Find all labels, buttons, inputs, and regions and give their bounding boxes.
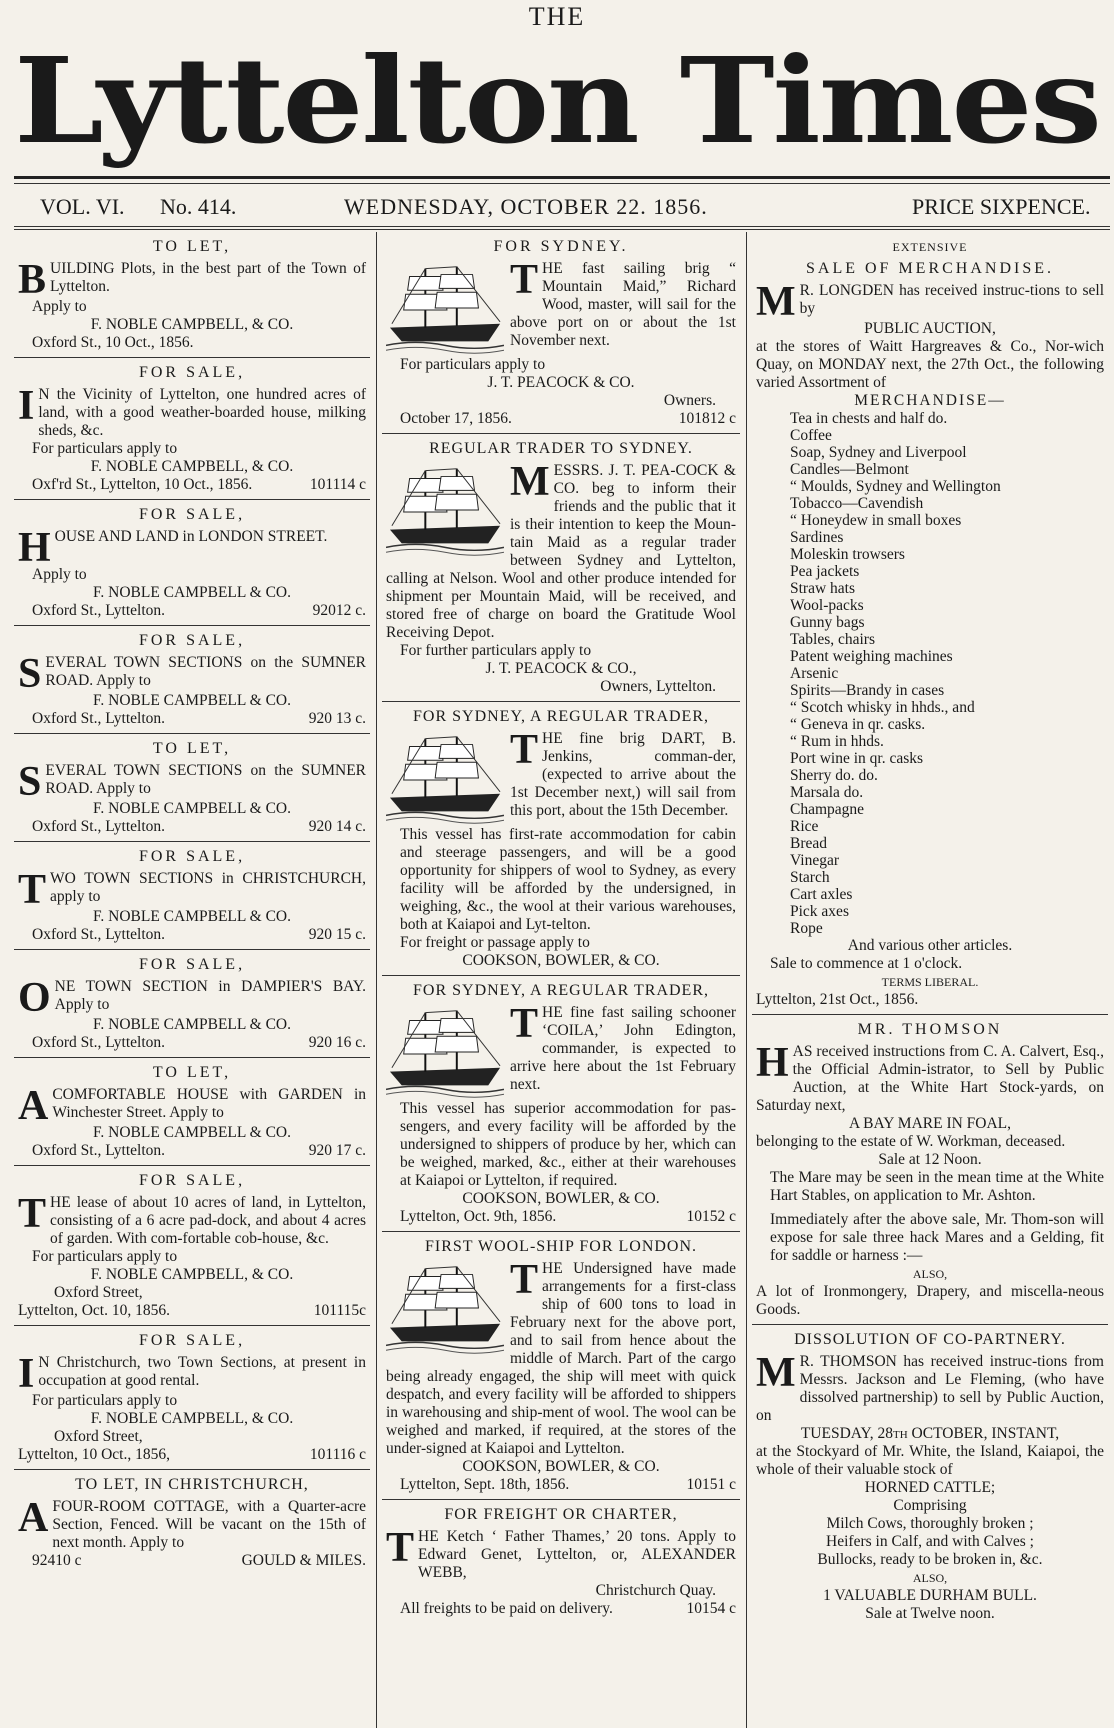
ad-footer-2: Lyttelton, 10 Oct., 1856, xyxy=(18,1446,170,1463)
drop-cap: M xyxy=(756,279,796,325)
ad-item: Heifers in Calf, and with Calves ; xyxy=(826,1533,1034,1550)
ad-text xyxy=(18,1495,366,1552)
ad-body: HE lease of about 10 acres of land, in Lyttelton, consisting of a 6 acre pad-dock, and about 4 acres of garden. With com-fortable cob-house, &c. xyxy=(50,1194,366,1247)
ad-time: Sale at Twelve noon. xyxy=(865,1605,995,1622)
ship-engraving-icon xyxy=(386,464,504,556)
ad-footer: Lyttelton, Sept. 18th, 1856. xyxy=(400,1476,570,1493)
drop-cap: T xyxy=(18,867,47,913)
drop-cap: M xyxy=(510,459,550,505)
ad-ref: GOULD & MILES. xyxy=(241,1552,366,1569)
merchandise-item: Tobacco—Cavendish xyxy=(790,495,924,512)
ship-engraving-icon xyxy=(386,732,504,824)
ad-apply: For freight or passage apply to xyxy=(400,934,590,951)
ad-agent-2: Owners. xyxy=(663,392,716,409)
ad-agent: J. T. PEACOCK & CO. xyxy=(487,374,635,391)
ad-footer: Oxford Street, xyxy=(54,1428,143,1445)
ad-apply: Apply to xyxy=(32,566,87,583)
ad-agent: F. NOBLE CAMPBELL & CO. xyxy=(93,1016,291,1033)
drop-cap: H xyxy=(18,525,51,571)
ad-agent: F. NOBLE CAMPBELL, & CO. xyxy=(90,458,294,475)
ad-ref: 920 13 c. xyxy=(308,710,366,727)
ad-heading: TO LET, xyxy=(152,238,232,255)
drop-cap: S xyxy=(18,759,42,805)
ad-body: HE fast sailing brig “ Mountain Maid,” Richard Wood, master, will sail for the above port on or about the 1st November next. xyxy=(510,260,736,349)
ad-heading: FIRST WOOL-SHIP FOR LONDON. xyxy=(424,1238,698,1255)
ad-subheading: MERCHANDISE— xyxy=(854,392,1006,409)
merchandise-item: “ Rum in hhds. xyxy=(790,733,884,750)
ad-text xyxy=(18,1191,366,1248)
ad-footer: Oxford St., Lyttelton. xyxy=(32,818,166,835)
drop-cap: T xyxy=(18,1191,47,1237)
price: PRICE SIXPENCE. xyxy=(912,194,1091,219)
ad-column1 xyxy=(14,358,370,500)
merchandise-item: Cart axles xyxy=(790,886,853,903)
merchandise-item: Rope xyxy=(790,920,823,937)
merchandise-item: Marsala do. xyxy=(790,784,864,801)
ad-apply: For further particulars apply to xyxy=(400,642,592,659)
issue-date: WEDNESDAY, OCTOBER 22. 1856. xyxy=(344,194,708,219)
ad-text xyxy=(18,525,366,571)
merchandise-item: Sardines xyxy=(790,529,844,546)
ad-agent-2: Christchurch Quay. xyxy=(595,1582,716,1599)
merchandise-item: Coffee xyxy=(790,427,832,444)
ad-footer-row xyxy=(18,710,366,728)
ad-ref: 101116 c xyxy=(309,1446,366,1463)
ad-text xyxy=(18,975,366,1021)
ad-ref: 920 17 c. xyxy=(308,1142,366,1159)
ad-text xyxy=(386,459,736,642)
ad-footer: October 17, 1856. xyxy=(400,410,512,427)
ad-apply: For particulars apply to xyxy=(400,356,546,373)
ad-body-3: The Mare may be seen in the mean time at the White Hart Stables, on application to Mr. Ashton. xyxy=(770,1169,1104,1204)
ad-heading: FOR SALE, xyxy=(138,1172,246,1189)
ad-column1 xyxy=(14,232,370,358)
ad-body-2: at the stores of Waitt Hargreaves & Co., Nor-wich Quay, on MONDAY next, the 27th Oct., the following varied Assortment of xyxy=(756,338,1104,391)
ad-heading: TO LET, xyxy=(152,1064,232,1081)
ad-column1 xyxy=(14,950,370,1058)
drop-cap: A xyxy=(18,1083,49,1129)
ad-ref: 101114 c xyxy=(309,476,366,493)
drop-cap: T xyxy=(386,1525,415,1571)
ship-engraving-icon xyxy=(386,1262,504,1354)
ad-kicker: EXTENSIVE xyxy=(892,240,968,254)
ad-footer-row xyxy=(18,926,366,944)
drop-cap: T xyxy=(510,727,539,773)
merchandise-item: Soap, Sydney and Liverpool xyxy=(790,444,967,461)
merchandise-list xyxy=(756,410,1104,937)
ad-heading: FOR SYDNEY, A REGULAR TRADER, xyxy=(412,982,709,999)
ad-ref: 920 16 c. xyxy=(308,1034,366,1051)
ad-footer-row xyxy=(386,1208,736,1226)
ad-footer-row xyxy=(386,1600,736,1618)
ad-footer-row xyxy=(18,476,366,494)
column-rule-2 xyxy=(746,232,747,1728)
merchandise-item: “ Honeydew in small boxes xyxy=(790,512,962,529)
ad-column2 xyxy=(382,1232,740,1500)
ad-agent: F. NOBLE CAMPBELL & CO. xyxy=(93,584,291,601)
ad-agent: F. NOBLE CAMPBELL & CO. xyxy=(93,800,291,817)
ad-body-2: This vessel has first-rate accommodation for cabin and steerage passengers, and will be a good opportunity for shippers of wool to Sydney, as every facility will be afforded by the undersigned, in weighing, &c., the wool at their various warehouses, both at Kaiapoi and Lyt-telton. xyxy=(400,826,736,933)
drop-cap: I xyxy=(18,383,35,429)
ad-also: ALSO, xyxy=(912,1571,948,1585)
merchandise-item: Port wine in qr. casks xyxy=(790,750,924,767)
merchandise-item: Rice xyxy=(790,818,819,835)
ad-column1 xyxy=(14,626,370,734)
ad-time: Sale at 12 Noon. xyxy=(878,1151,982,1168)
merchandise-item: Spirits—Brandy in cases xyxy=(790,682,945,699)
ad-footer-row xyxy=(18,1034,366,1052)
masthead-title: Lyttelton Times xyxy=(14,31,1100,170)
ad-text xyxy=(18,651,366,697)
ad-text xyxy=(18,867,366,913)
masthead-the: THE xyxy=(528,2,586,31)
ad-agent: F. NOBLE CAMPBELL, & CO. xyxy=(90,1266,294,1283)
ad-heading: REGULAR TRADER TO SYDNEY. xyxy=(429,440,693,457)
masthead-rule-thin xyxy=(14,183,1110,184)
ad-ref: 92012 c. xyxy=(312,602,366,619)
issue-number: No. 414. xyxy=(160,194,237,219)
ship-engraving-icon xyxy=(386,262,504,354)
ad-body: COMFORTABLE HOUSE with GARDEN in Winchester Street. Apply to xyxy=(52,1086,366,1121)
ad-column1 xyxy=(14,1326,370,1470)
merchandise-item: Wool-packs xyxy=(790,597,864,614)
ad-time: Sale to commence at 1 o'clock. xyxy=(770,955,963,972)
ad-text xyxy=(386,257,736,350)
ad-agent: F. NOBLE CAMPBELL, & CO. xyxy=(90,316,294,333)
ad-body-4: Immediately after the above sale, Mr. Thom-son will expose for sale three hack Mares and a Gelding, fit for saddle or harness :— xyxy=(770,1211,1104,1264)
ad-item: Milch Cows, thoroughly broken ; xyxy=(826,1515,1034,1532)
ad-body: WO TOWN SECTIONS in CHRISTCHURCH, apply to xyxy=(50,870,366,905)
merchandise-item: Arsenic xyxy=(790,665,839,682)
masthead-rule xyxy=(14,176,1110,179)
ad-text xyxy=(386,1001,736,1094)
merchandise-item: Moleskin trowsers xyxy=(790,546,905,563)
ad-column2 xyxy=(382,976,740,1232)
ad-footer-row xyxy=(18,1142,366,1160)
column-rule-1 xyxy=(376,232,377,1728)
drop-cap: M xyxy=(756,1350,796,1396)
ad-body: OUSE AND LAND in LONDON STREET. xyxy=(54,528,328,545)
ad-terms: TERMS LIBERAL. xyxy=(881,975,979,989)
merchandise-item: Gunny bags xyxy=(790,614,865,631)
ad-ref: 10154 c xyxy=(686,1600,736,1617)
ad-body: ESSRS. J. T. PEA-COCK & CO. beg to inform their friends and the public that it is their intention to keep the Moun-tain Maid as a regular trader between Sydney and Lyttelton, calling at Nelson. Wool and other produce intended for shipment per Mountain Maid, will be received, and stored free of charge on board the Gratitude Wool Receiving Depot. xyxy=(386,462,736,641)
ad-heading: FOR SALE, xyxy=(138,506,246,523)
ad-body: HE Undersigned have made arrangements for a first-class ship of 600 tons to load in February next for the above port, and to sail from hence about the middle of March. Part of the cargo being already engaged, the ship will meet with quick despatch, and every facility will be afforded to shippers in warehousing and ship-ment of wool. The wool can be weighed and marked, if required, at the stores of the under-signed at Kaiapoi and Lyttelton. xyxy=(386,1260,736,1457)
ad-body: R. THOMSON has received instruc-tions from Messrs. Jackson and Le Fleming, (who have dissolved partnership) to sell by Public Auction, on xyxy=(756,1353,1104,1424)
ad-footer-row xyxy=(18,1446,366,1464)
ad-ref: 101812 c xyxy=(678,410,736,427)
ad-heading: DISSOLUTION OF CO-PARTNERY. xyxy=(794,1331,1066,1348)
ad-column2 xyxy=(382,1500,740,1623)
ad-also: ALSO, xyxy=(912,1267,948,1281)
ad-footer: Lyttelton, Oct. 9th, 1856. xyxy=(400,1208,557,1225)
merchandise-item: Candles—Belmont xyxy=(790,461,909,478)
ad-apply: Apply to xyxy=(32,298,87,315)
ad-body: FOUR-ROOM COTTAGE, with a Quarter-acre Section, Fenced. Will be vacant on the 15th of next month. Apply to xyxy=(52,1498,366,1551)
dateline-rule-2 xyxy=(14,229,1110,230)
ad-heading: FOR SALE, xyxy=(138,632,246,649)
ad-comprising: Comprising xyxy=(893,1497,967,1514)
ad-ref: 920 15 c. xyxy=(308,926,366,943)
ad-body: HE fine brig DART, B. Jenkins, comman-der, (expected to arrive about the 1st December next,) will sail from this port, about the 15th December. xyxy=(510,730,736,819)
ad-ref: 10151 c xyxy=(686,1476,736,1493)
volume: VOL. VI. xyxy=(40,194,125,219)
ad-footer: Oxford St., Lyttelton. xyxy=(32,926,166,943)
ad-text xyxy=(18,257,366,303)
ad-heading: FOR FREIGHT OR CHARTER, xyxy=(444,1506,678,1523)
ad-ref: 101115c xyxy=(313,1302,366,1319)
merchandise-item: Patent weighing machines xyxy=(790,648,953,665)
ad-bull: 1 VALUABLE DURHAM BULL. xyxy=(823,1587,1037,1604)
merchandise-item: Vinegar xyxy=(790,852,839,869)
column-1 xyxy=(14,232,370,1728)
ad-agent-2: Owners, Lyttelton. xyxy=(600,678,716,695)
ad-text xyxy=(386,1525,736,1582)
ad-heading: TO LET, IN CHRISTCHURCH, xyxy=(75,1476,309,1493)
ad-auction: PUBLIC AUCTION, xyxy=(864,320,996,337)
ad-heading: FOR SYDNEY. xyxy=(493,238,629,255)
ad-dissolution xyxy=(752,1325,1108,1628)
ad-body: N Christchurch, two Town Sections, at present in occupation at good rental. xyxy=(38,1354,366,1389)
ad-text xyxy=(18,759,366,805)
ad-text xyxy=(18,1083,366,1129)
merchandise-item: Pea jackets xyxy=(790,563,860,580)
ad-heading: FOR SALE, xyxy=(138,1332,246,1349)
ad-text xyxy=(18,383,366,440)
ad-footer-row xyxy=(18,334,366,352)
ad-footer: Oxford St., Lyttelton. xyxy=(32,1142,166,1159)
ad-column1 xyxy=(14,1058,370,1166)
ad-footer-row xyxy=(386,1476,736,1494)
ad-footer-row xyxy=(18,818,366,836)
ad-footer: Oxford St., 10 Oct., 1856. xyxy=(32,334,194,351)
ad-body-2: This vessel has superior accommodation for pas-sengers, and every facility will be afforded by the undersigned to shippers of produce by her, which can be weighed, marked, &c., either at their warehouses at Kaiapoi or Lyttelton, if required. xyxy=(400,1100,736,1189)
ad-thomson-auction xyxy=(752,1015,1108,1325)
ad-column1 xyxy=(14,500,370,626)
ad-column1 xyxy=(14,1470,370,1575)
ad-body: EVERAL TOWN SECTIONS on the SUMNER ROAD. Apply to xyxy=(45,654,366,689)
merchandise-item: “ Scotch whisky in hhds., and xyxy=(790,699,975,716)
drop-cap: H xyxy=(756,1040,789,1086)
ship-engraving-icon xyxy=(386,1006,504,1098)
ad-column1 xyxy=(14,842,370,950)
ad-body: N the Vicinity of Lyttelton, one hundred acres of land, with a good weather-boarded house, milking sheds, &c. xyxy=(38,386,366,439)
ad-footer-row xyxy=(18,1552,366,1570)
ad-heading: TO LET, xyxy=(152,740,232,757)
merchandise-item: “ Moulds, Sydney and Wellington xyxy=(790,478,1001,495)
ad-text xyxy=(386,1257,736,1458)
drop-cap: I xyxy=(18,1351,35,1397)
drop-cap: T xyxy=(510,1001,539,1047)
column-3 xyxy=(752,232,1108,1728)
ad-body: R. LONGDEN has received instruc-tions to sell by xyxy=(799,282,1104,317)
merchandise-item: Straw hats xyxy=(790,580,856,597)
merchandise-item: Pick axes xyxy=(790,903,849,920)
ad-column2 xyxy=(382,434,740,702)
ad-item: Bullocks, ready to be broken in, &c. xyxy=(817,1551,1043,1568)
ad-agent: F. NOBLE CAMPBELL, & CO. xyxy=(90,1410,294,1427)
ad-agent: J. T. PEACOCK & CO., xyxy=(485,660,637,677)
merchandise-item: Tables, chairs xyxy=(790,631,875,648)
ad-column2 xyxy=(382,702,740,976)
drop-cap: B xyxy=(18,257,47,303)
ad-body-5: A lot of Ironmongery, Drapery, and miscella-neous Goods. xyxy=(756,1283,1104,1318)
ad-footer: Oxf'rd St., Lyttelton, 10 Oct., 1856. xyxy=(32,476,253,493)
ad-body: EVERAL TOWN SECTIONS on the SUMNER ROAD. Apply to xyxy=(45,762,366,797)
ad-heading: MR. THOMSON xyxy=(857,1021,1003,1038)
ad-footer: Oxford St., Lyttelton. xyxy=(32,602,166,619)
drop-cap: S xyxy=(18,651,42,697)
ad-agent: F. NOBLE CAMPBELL & CO. xyxy=(93,692,291,709)
ad-footer: Oxford St., Lyttelton. xyxy=(32,1034,166,1051)
ad-agent: COOKSON, BOWLER, & CO. xyxy=(462,1190,660,1207)
ad-footer-row xyxy=(386,410,736,428)
merchandise-item: Tea in chests and half do. xyxy=(790,410,948,427)
column-2 xyxy=(382,232,740,1728)
ad-column1 xyxy=(14,734,370,842)
ad-footer: Oxford St., Lyttelton. xyxy=(32,710,166,727)
ad-apply: For particulars apply to xyxy=(32,1248,178,1265)
merchandise-item: Champagne xyxy=(790,801,865,818)
ad-apply: For particulars apply to xyxy=(32,440,178,457)
ad-lot: HORNED CATTLE; xyxy=(864,1479,996,1496)
ad-agent: COOKSON, BOWLER, & CO. xyxy=(462,952,660,969)
ad-footer: Oxford Street, xyxy=(54,1284,143,1301)
ad-heading: SALE OF MERCHANDISE. xyxy=(805,260,1054,277)
ad-ref: 920 14 c. xyxy=(308,818,366,835)
ad-body: UILDING Plots, in the best part of the Town of Lyttelton. xyxy=(50,260,366,295)
ad-agent: F. NOBLE CAMPBELL & CO. xyxy=(93,1124,291,1141)
ad-body: HE fine fast sailing schooner ‘COILA,’ John Edington, commander, is expected to arrive here about the 1st February next. xyxy=(510,1004,736,1093)
dateline-rule xyxy=(14,226,1110,227)
dateline xyxy=(14,194,1110,222)
ad-heading: FOR SYDNEY, A REGULAR TRADER, xyxy=(412,708,709,725)
ad-footer-row xyxy=(18,1302,366,1320)
ad-body: NE TOWN SECTION in DAMPIER'S BAY. Apply to xyxy=(54,978,366,1013)
merchandise-item: Bread xyxy=(790,835,828,852)
ad-text xyxy=(386,727,736,820)
ad-footer-2: Lyttelton, Oct. 10, 1856. xyxy=(18,1302,170,1319)
ad-ref: 10152 c xyxy=(686,1208,736,1225)
ad-body: AS received instructions from C. A. Calvert, Esq., the Official Admin-istrator, to Sell by Public Auction, at the White Hart Stock-yards, on Saturday next, xyxy=(756,1043,1104,1114)
ad-body-2: at the Stockyard of Mr. White, the Island, Kaiapoi, the whole of their valuable stock of xyxy=(756,1443,1104,1478)
ad-footer: All freights to be paid on delivery. xyxy=(400,1600,613,1617)
drop-cap: A xyxy=(18,1495,49,1541)
ad-other: And various other articles. xyxy=(847,937,1013,954)
ad-text xyxy=(18,1351,366,1397)
ad-heading: FOR SALE, xyxy=(138,956,246,973)
ad-agent: COOKSON, BOWLER, & CO. xyxy=(462,1458,660,1475)
ad-column1 xyxy=(14,1166,370,1326)
ad-lot: A BAY MARE IN FOAL, xyxy=(848,1115,1012,1132)
ad-body: HE Ketch ‘ Father Thames,’ 20 tons. Apply to Edward Genet, Lyttelton, or, ALEXANDER WEBB, xyxy=(418,1528,736,1581)
drop-cap: O xyxy=(18,975,51,1021)
ad-footer: 92410 c xyxy=(32,1552,82,1569)
ad-column2 xyxy=(382,232,740,434)
drop-cap: T xyxy=(510,1257,539,1303)
ad-date: TUESDAY, 28th OCTOBER, INSTANT, xyxy=(800,1425,1060,1442)
drop-cap: T xyxy=(510,257,539,303)
merchandise-item: “ Geneva in qr. casks. xyxy=(790,716,926,733)
ad-apply: For particulars apply to xyxy=(32,1392,178,1409)
ad-footer: Lyttelton, 21st Oct., 1856. xyxy=(756,991,919,1008)
ad-agent: F. NOBLE CAMPBELL & CO. xyxy=(93,908,291,925)
ad-body-2: belonging to the estate of W. Workman, deceased. xyxy=(756,1133,1066,1150)
merchandise-item: Starch xyxy=(790,869,830,886)
merchandise-item: Sherry do. do. xyxy=(790,767,878,784)
ad-heading: FOR SALE, xyxy=(138,848,246,865)
ad-merchandise-sale xyxy=(752,232,1108,1015)
ad-footer-row xyxy=(18,602,366,620)
ad-heading: FOR SALE, xyxy=(138,364,246,381)
